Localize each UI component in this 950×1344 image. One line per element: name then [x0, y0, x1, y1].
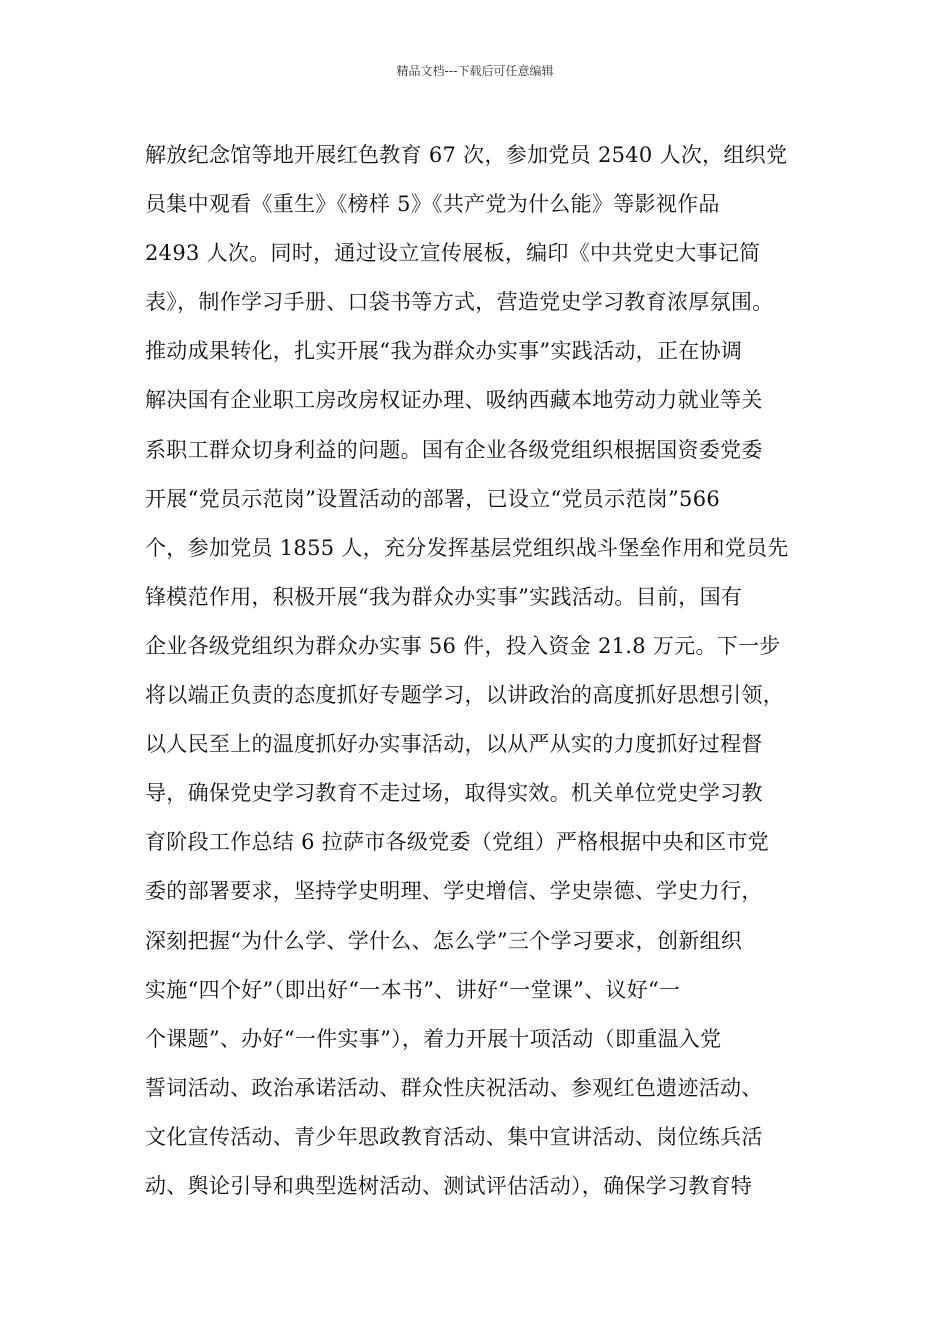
text-line: 员集中观看《重生》《榜样 5》《共产党为什么能》等影视作品 — [145, 192, 720, 217]
text-line: 动、舆论引导和典型选树活动、测试评估活动），确保学习教育特 — [145, 1173, 753, 1198]
text-line: 将以端正负责的态度抓好专题学习，以讲政治的高度抓好思想引领， — [145, 683, 784, 708]
text-line: 2493 人次。同时，通过设立宣传展板，编印《中共党史大事记简 — [145, 241, 761, 266]
text-line: 导，确保党史学习教育不走过场，取得实效。机关单位党史学习教 — [145, 781, 763, 806]
text-line: 解决国有企业职工房改房权证办理、吸纳西藏本地劳动力就业等关 — [145, 388, 763, 413]
text-line: 文化宣传活动、青少年思政教育活动、集中宣讲活动、岗位练兵活 — [145, 1124, 763, 1149]
text-line: 解放纪念馆等地开展红色教育 67 次，参加党员 2540 人次，组织党 — [145, 143, 788, 167]
text-line: 誓词活动、政治承诺活动、群众性庆祝活动、参观红色遗迹活动、 — [145, 1075, 763, 1100]
text-line: 表》，制作学习手册、口袋书等方式，营造党史学习教育浓厚氛围。 — [145, 290, 774, 315]
text-line: 个，参加党员 1855 人，充分发挥基层党组织战斗堡垒作用和党员先 — [145, 535, 789, 560]
text-line: 委的部署要求，坚持学史明理、学史增信、学史崇德、学史力行， — [145, 879, 763, 904]
body-text — [145, 131, 835, 1211]
text-line: 企业各级党组织为群众办实事 56 件，投入资金 21.8 万元。下一步 — [145, 633, 781, 658]
text-line: 推动成果转化，扎实开展“我为群众办实事”实践活动，正在协调 — [145, 339, 743, 364]
text-line: 深刻把握“为什么学、学什么、怎么学”三个学习要求，创新组织 — [145, 928, 743, 953]
text-line: 系职工群众切身利益的问题。国有企业各级党组织根据国资委党委 — [145, 437, 763, 462]
page-header: 精品文档---下载后可任意编辑 — [396, 64, 554, 78]
text-line: 个课题”、办好“一件实事”），着力开展十项活动（即重温入党 — [145, 1026, 722, 1051]
text-line: 以人民至上的温度抓好办实事活动，以从严从实的力度抓好过程督 — [145, 732, 763, 757]
text-line: 开展“党员示范岗”设置活动的部署，已设立“党员示范岗”566 — [145, 486, 721, 511]
text-line: 育阶段工作总结 6 拉萨市各级党委（党组）严格根据中央和区市党 — [145, 830, 770, 855]
text-line: 实施“四个好”（即出好“一本书”、讲好“一堂课”、议好“一 — [145, 977, 681, 1002]
text-line: 锋模范作用，积极开展“我为群众办实事”实践活动。目前，国有 — [145, 584, 743, 609]
